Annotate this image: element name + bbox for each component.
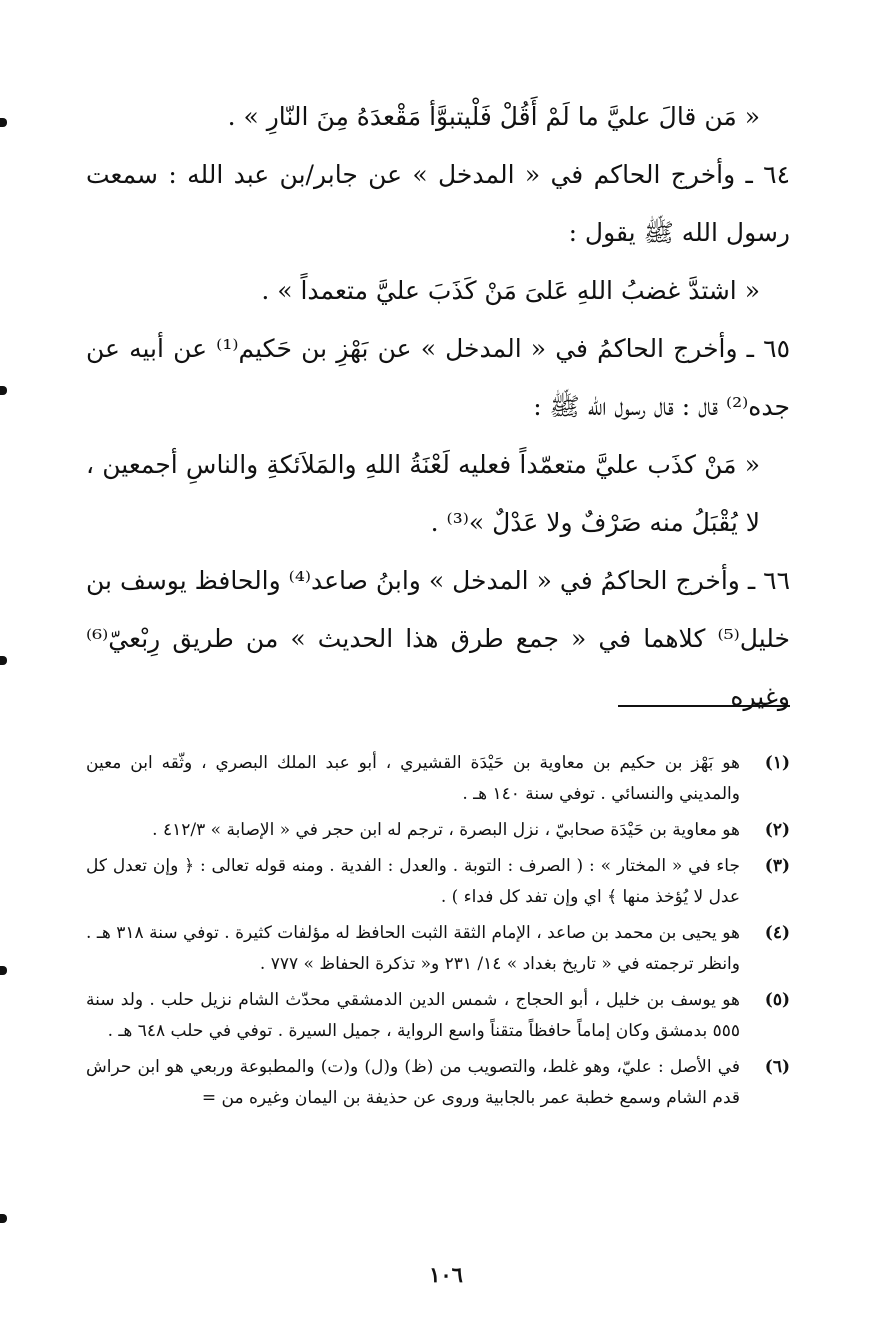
- footnote-text: هو بَهْز بن حكيم بن معاوية بن حَيْدَة القشيري ، أبو عبد الملك البصري ، وثّقه ابن معين والمديني والنسائي . توفي سنة ١٤٠ هـ .: [86, 753, 740, 804]
- margin-mark: [0, 386, 7, 395]
- hadith-quote-2: « اشتدَّ غضبُ اللهِ عَلىَ مَنْ كَذَبَ عليَّ متعمداً » .: [261, 276, 760, 305]
- footnote-number: (٢): [764, 820, 790, 840]
- footnotes: [86, 748, 790, 1119]
- hadith-quote-1: « مَن قالَ عليَّ ما لَمْ أَقُلْ فَلْيتبوَّأ مَقْعدَهُ مِنَ النّارِ » .: [227, 102, 760, 131]
- hadith-quote-3: « مَنْ كذَب عليَّ متعمّداً فعليه لَعْنَةُ اللهِ والمَلاَئكةِ والناسِ أجمعين ، لا يُقْبَلُ منه صَرْفٌ ولا عَدْلٌ »⁽³⁾ .: [86, 450, 760, 537]
- footnote-item: [86, 985, 790, 1047]
- hadith-65: ٦٥ ـ وأخرج الحاكمُ في « المدخل » عن بَهْزِ بن حَكيم⁽¹⁾ عن أبيه عن جده⁽²⁾ قال : قال رسول الله ﷺ :: [86, 334, 791, 421]
- margin-mark: [0, 118, 7, 127]
- footnote-item: [86, 815, 790, 846]
- footnote-item: [86, 918, 790, 980]
- footnote-text: جاء في « المختار » : ( الصرف : التوبة . والعدل : الفدية . ومنه قوله تعالى : ﴿ وإن تعدل كل عدل لا يُؤخذ منها ﴾ اي وإن تفد كل فداء ) .: [86, 856, 740, 907]
- footnote-text: هو معاوية بن حَيْدَة صحابيّ ، نزل البصرة ، ترجم له ابن حجر في « الإصابة » ٤١٢/٣ .: [152, 820, 740, 840]
- margin-mark: [0, 656, 7, 665]
- hadith-66: ٦٦ ـ وأخرج الحاكمُ في « المدخل » وابنُ صاعد⁽⁴⁾ والحافظ يوسف بن خليل⁽⁵⁾ كلاهما في « جمع طرق هذا الحديث » من طريق رِبْعيّ⁽⁶⁾ وغيره: [86, 566, 790, 711]
- footnote-text: هو يوسف بن خليل ، أبو الحجاج ، شمس الدين الدمشقي محدّث الشام نزيل حلب . ولد سنة ٥٥٥ بدمشق وكان إماماً حافظاً متقناً واسع الرواية ، جميل السيرة . توفي في حلب ٦٤٨ هـ .: [86, 990, 740, 1041]
- main-text: [86, 88, 790, 726]
- footnote-item: [86, 748, 790, 810]
- footnote-separator: [618, 705, 790, 707]
- footnote-number: (٣): [764, 856, 790, 876]
- footnote-number: (٦): [764, 1057, 790, 1077]
- footnote-text: هو يحيى بن محمد بن صاعد ، الإمام الثقة الثبت الحافظ له مؤلفات كثيرة . توفي سنة ٣١٨ هـ . وانظر ترجمته في « تاريخ بغداد » ١٤/ ٢٣١ و« تذكرة الحفاظ » ٧٧٧ .: [86, 923, 740, 974]
- footnote-number: (٥): [764, 990, 790, 1010]
- footnote-number: (١): [764, 753, 790, 773]
- hadith-64: ٦٤ ـ وأخرج الحاكم في « المدخل » عن جابر/بن عبد الله : سمعت رسول الله ﷺ يقول :: [86, 160, 790, 247]
- footnote-item: [86, 1052, 790, 1114]
- margin-mark: [0, 1214, 7, 1223]
- margin-mark: [0, 966, 7, 975]
- footnote-text: في الأصل : عليّ، وهو غلط، والتصويب من (ظ) و(ل) و(ت) والمطبوعة وربعي هو ابن حراش قدم الشام وسمع خطبة عمر بالجابية وروى عن حذيفة بن اليمان وغيره من =: [86, 1057, 740, 1108]
- footnote-item: [86, 851, 790, 913]
- footnote-number: (٤): [764, 923, 790, 943]
- page-number: ١٠٦: [429, 1262, 463, 1287]
